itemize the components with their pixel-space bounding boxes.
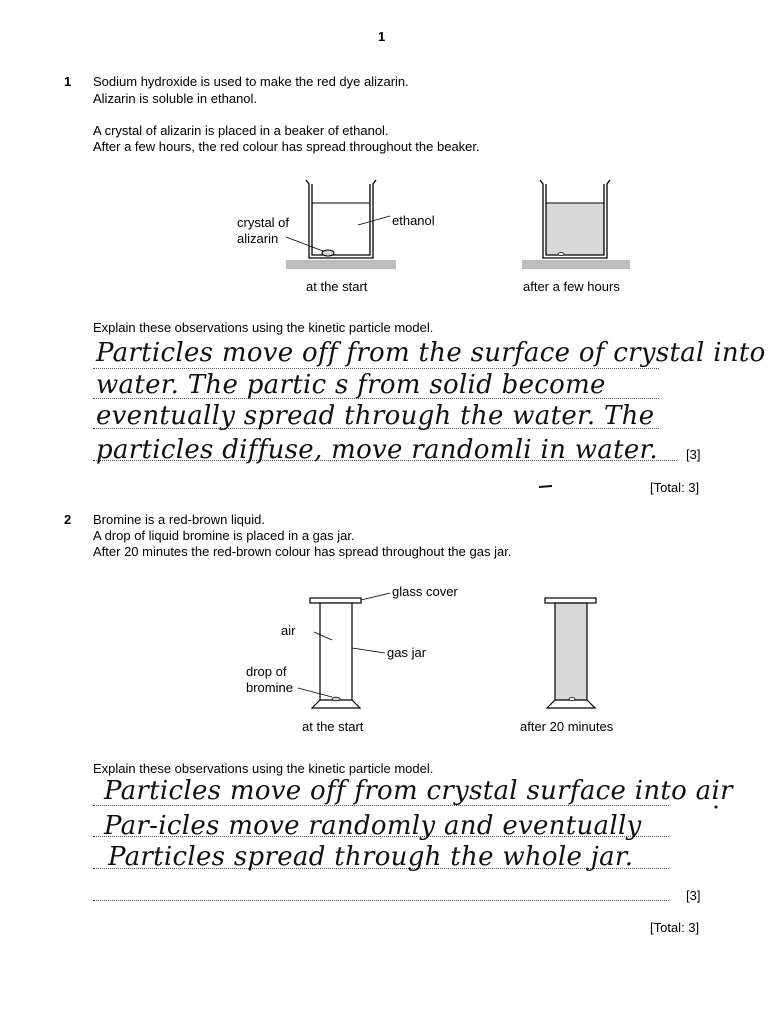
q2-text-line: Bromine is a red-brown liquid. bbox=[93, 512, 265, 527]
bromine-drop bbox=[332, 697, 340, 701]
glass-cover bbox=[310, 598, 361, 603]
pen-stroke bbox=[538, 484, 554, 490]
label-glass-cover: glass cover bbox=[392, 584, 458, 599]
q2-prompt: Explain these observations using the kinetic particle model. bbox=[93, 761, 434, 776]
alizarin-crystal bbox=[322, 250, 334, 256]
handwritten-answer-line: particles diffuse, move randomli in water. bbox=[96, 435, 658, 465]
answer-line bbox=[93, 900, 669, 901]
handwritten-answer-line: Par-icles move randomly and eventually bbox=[104, 811, 642, 841]
q1-marks: [3] bbox=[686, 447, 701, 462]
q2-total: [Total: 3] bbox=[650, 920, 700, 935]
q1-text-line: Alizarin is soluble in ethanol. bbox=[93, 91, 258, 106]
label-ethanol: ethanol bbox=[392, 213, 435, 228]
label-air: air bbox=[281, 623, 296, 638]
q2-marks: [3] bbox=[686, 888, 701, 903]
handwritten-answer-line: Particles spread through the whole jar. bbox=[108, 842, 634, 872]
bench-after bbox=[522, 260, 630, 269]
caption-after-a-few-hours: after a few hours bbox=[523, 279, 620, 294]
gas-jar-after bbox=[545, 598, 596, 708]
label-alizarin: alizarin bbox=[237, 231, 279, 246]
q1-prompt: Explain these observations using the kinetic particle model. bbox=[93, 320, 434, 335]
bench-start bbox=[286, 260, 396, 269]
q1-text-line: After a few hours, the red colour has spread throughout the beaker. bbox=[93, 139, 480, 154]
label-gas-jar: gas jar bbox=[387, 645, 427, 660]
q2-text-line: A drop of liquid bromine is placed in a gas jar. bbox=[93, 528, 355, 543]
label-crystal-of: crystal of bbox=[237, 215, 290, 230]
caption-at-the-start: at the start bbox=[306, 279, 368, 294]
caption-after-20-minutes: after 20 minutes bbox=[520, 719, 614, 734]
q2-text-line: After 20 minutes the red-brown colour has spread throughout the gas jar. bbox=[93, 544, 512, 559]
pen-dot bbox=[713, 804, 719, 810]
q1-text-line: A crystal of alizarin is placed in a beaker of ethanol. bbox=[93, 123, 389, 138]
label-drop-of: drop of bbox=[246, 664, 287, 679]
question-2-number: 2 bbox=[64, 512, 72, 527]
beaker-start bbox=[286, 180, 396, 269]
caption-at-the-start: at the start bbox=[302, 719, 364, 734]
answer-line bbox=[93, 368, 659, 369]
q1-total: [Total: 3] bbox=[650, 480, 700, 495]
beaker-after bbox=[522, 180, 630, 269]
handwritten-answer-line: Particles move off from crystal surface into air bbox=[104, 776, 733, 806]
label-bromine: bromine bbox=[246, 680, 293, 695]
q2-gas-jar-diagram bbox=[240, 580, 640, 715]
q1-text-line: Sodium hydroxide is used to make the red dye alizarin. bbox=[93, 74, 409, 89]
page-number: 1 bbox=[378, 29, 386, 44]
handwritten-answer-line: eventually spread through the water. The bbox=[96, 401, 655, 431]
question-1-number: 1 bbox=[64, 74, 72, 89]
gas-jar-start bbox=[298, 593, 390, 708]
handwritten-answer-line: water. The partic s from solid become bbox=[96, 370, 606, 400]
handwritten-answer-line: Particles move off from the surface of crystal into bbox=[96, 338, 766, 368]
